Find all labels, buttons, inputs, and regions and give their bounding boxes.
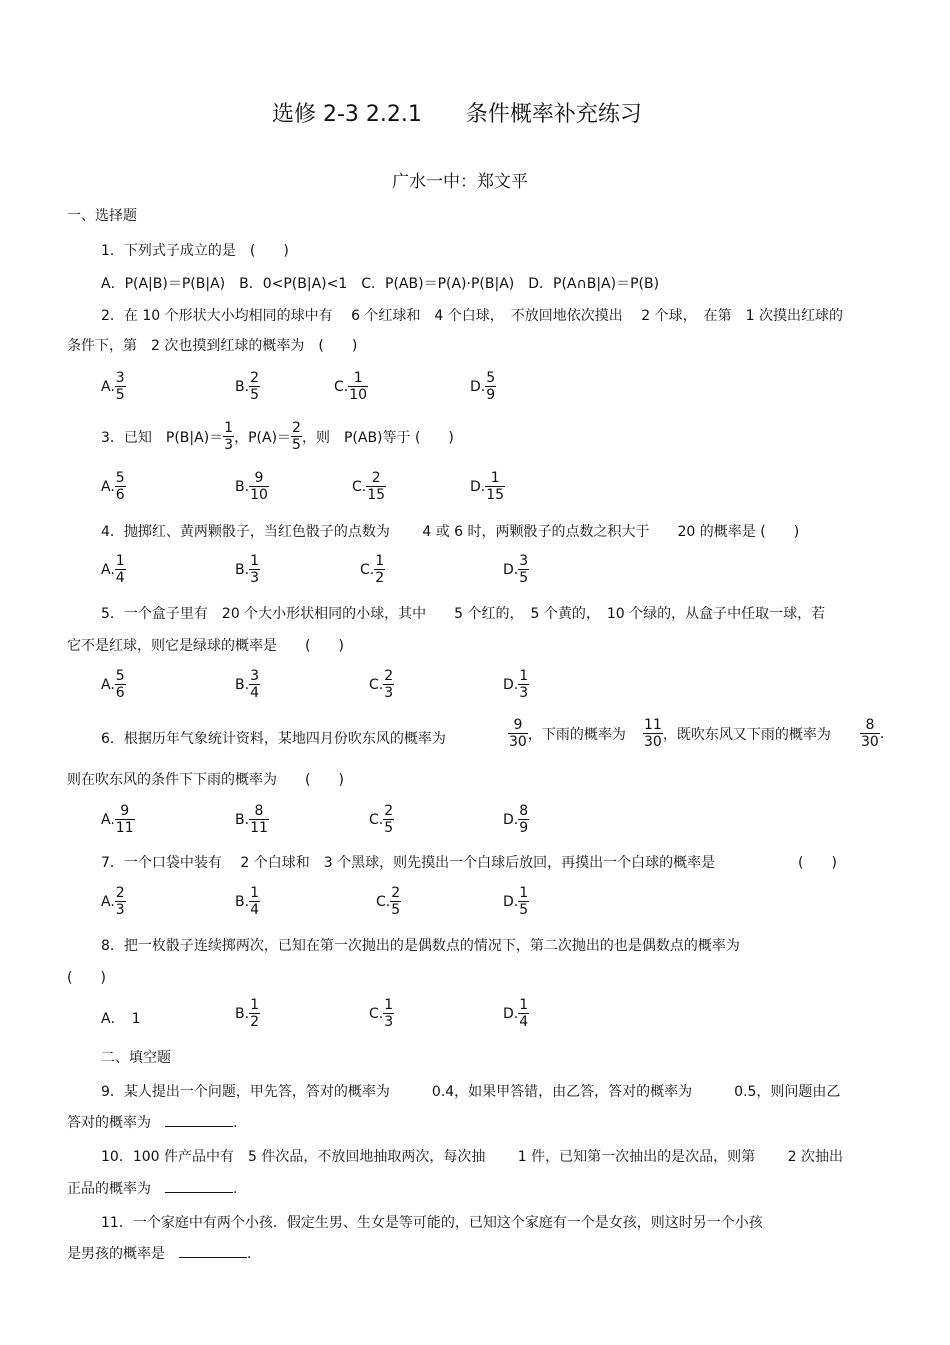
question-8-line1: 8．把一枚骰子连续掷两次，已知在第一次抛出的是偶数点的情况下，第二次抛出的也是偶数点的概率为 bbox=[101, 938, 740, 954]
question-6-fraction-3: $\frac{8}{30}$ . bbox=[861, 717, 885, 750]
question-7-option-a: A. $\frac{2}{3}$ bbox=[101, 885, 125, 918]
question-10-line2: 正品的概率为 . bbox=[67, 1181, 238, 1197]
question-3-stem: 3．已知 P(B|A)＝ $\frac{1}{3}$ ，P(A)＝ $\frac{2}{5}$ ，则 P(AB)等于 ( ) bbox=[101, 420, 454, 453]
question-2-option-c: C. $\frac{1}{10}$ bbox=[334, 370, 368, 403]
question-8-line2: ( ) bbox=[67, 970, 106, 986]
question-6-option-a: A. $\frac{9}{11}$ bbox=[101, 803, 134, 836]
question-3-option-a: A. $\frac{5}{6}$ bbox=[101, 470, 125, 503]
question-4-option-b: B. $\frac{1}{3}$ bbox=[235, 553, 259, 586]
question-1-stem: 1．下列式子成立的是 ( ) bbox=[101, 243, 289, 259]
section-heading-choice: 一、选择题 bbox=[67, 208, 137, 224]
question-11-line2: 是男孩的概率是 . bbox=[67, 1246, 252, 1262]
question-8-option-b: B. $\frac{1}{2}$ bbox=[235, 997, 259, 1030]
question-11-line1: 11．一个家庭中有两个小孩．假定生男、生女是等可能的，已知这个家庭有一个是女孩，则这时另一个小孩 bbox=[101, 1215, 763, 1231]
question-5-option-c: C. $\frac{2}{3}$ bbox=[369, 668, 394, 701]
question-2-option-b: B. $\frac{2}{5}$ bbox=[235, 370, 259, 403]
question-9-line2: 答对的概率为 . bbox=[67, 1115, 238, 1131]
question-1-options: A．P(A|B)＝P(B|A) B．0<P(B|A)<1 C．P(AB)＝P(A)·P(B|A) D．P(A∩B|A)＝P(B) bbox=[101, 276, 660, 292]
question-8-option-c: C. $\frac{1}{3}$ bbox=[369, 997, 394, 1030]
question-3-option-c: C. $\frac{2}{15}$ bbox=[352, 470, 386, 503]
section-heading-fill: 二、填空题 bbox=[101, 1050, 171, 1066]
question-5-option-b: B. $\frac{3}{4}$ bbox=[235, 668, 259, 701]
question-6-stem-a: 6．根据历年气象统计资料，某地四月份吹东风的概率为 bbox=[101, 731, 446, 747]
question-4-stem: 4．抛掷红、黄两颗骰子，当红色骰子的点数为 4 或 6 时，两颗骰子的点数之积大于 20 的概率是 ( ) bbox=[101, 524, 800, 540]
question-6-fraction-2: $\frac{11}{30}$ ，既吹东风又下雨的概率为 bbox=[644, 717, 831, 750]
question-2-option-a: A. $\frac{3}{5}$ bbox=[101, 370, 125, 403]
question-6-fraction-1: $\frac{9}{30}$ ，下雨的概率为 bbox=[509, 717, 626, 750]
question-6-option-d: D. $\frac{8}{9}$ bbox=[503, 803, 529, 836]
question-6-option-c: C. $\frac{2}{5}$ bbox=[369, 803, 394, 836]
question-4-option-c: C. $\frac{1}{2}$ bbox=[360, 553, 385, 586]
question-5-option-d: D. $\frac{1}{3}$ bbox=[503, 668, 529, 701]
answer-blank bbox=[179, 1245, 247, 1258]
answer-blank bbox=[165, 1180, 233, 1193]
question-3-option-d: D. $\frac{1}{15}$ bbox=[470, 470, 505, 503]
question-2-line1: 2．在 10 个形状大小均相同的球中有 6 个红球和 4 个白球， 不放回地依次摸出 2 个球， 在第 1 次摸出红球的 bbox=[101, 308, 843, 324]
question-8-option-a: A． 1 bbox=[101, 1011, 141, 1027]
question-7-option-b: B. $\frac{1}{4}$ bbox=[235, 885, 259, 918]
question-6-option-b: B. $\frac{8}{11}$ bbox=[235, 803, 268, 836]
question-4-option-a: A. $\frac{1}{4}$ bbox=[101, 553, 125, 586]
question-6-line2: 则在吹东风的条件下下雨的概率为 ( ) bbox=[67, 772, 344, 788]
question-7-option-c: C. $\frac{2}{5}$ bbox=[376, 885, 401, 918]
question-5-line1: 5．一个盒子里有 20 个大小形状相同的小球，其中 5 个红的， 5 个黄的， 10 个绿的，从盒子中任取一球，若 bbox=[101, 606, 826, 622]
answer-blank bbox=[165, 1114, 233, 1127]
question-2-line2: 条件下，第 2 次也摸到红球的概率为 ( ) bbox=[67, 338, 358, 354]
question-3-option-b: B. $\frac{9}{10}$ bbox=[235, 470, 268, 503]
question-5-option-a: A. $\frac{5}{6}$ bbox=[101, 668, 125, 701]
question-10-line1: 10．100 件产品中有 5 件次品，不放回地抽取两次，每次抽 1 件，已知第一次抽出的是次品，则第 2 次抽出 bbox=[101, 1149, 843, 1165]
page-title: 选修 2-3 2.2.1 条件概率补充练习 bbox=[272, 102, 642, 127]
question-9-line1: 9．某人提出一个问题，甲先答，答对的概率为 0.4，如果甲答错，由乙答，答对的概率为 0.5，则问题由乙 bbox=[101, 1084, 841, 1100]
question-5-line2: 它不是红球，则它是绿球的概率是 ( ) bbox=[67, 638, 344, 654]
question-2-option-d: D. $\frac{5}{9}$ bbox=[470, 370, 496, 403]
question-7-paren: ( ) bbox=[798, 855, 837, 871]
question-7-stem: 7．一个口袋中装有 2 个白球和 3 个黑球，则先摸出一个白球后放回，再摸出一个白球的概率是 bbox=[101, 855, 716, 871]
question-7-option-d: D. $\frac{1}{5}$ bbox=[503, 885, 529, 918]
question-4-option-d: D. $\frac{3}{5}$ bbox=[503, 553, 529, 586]
author-line: 广水一中：郑文平 bbox=[392, 172, 528, 192]
question-8-option-d: D. $\frac{1}{4}$ bbox=[503, 997, 529, 1030]
